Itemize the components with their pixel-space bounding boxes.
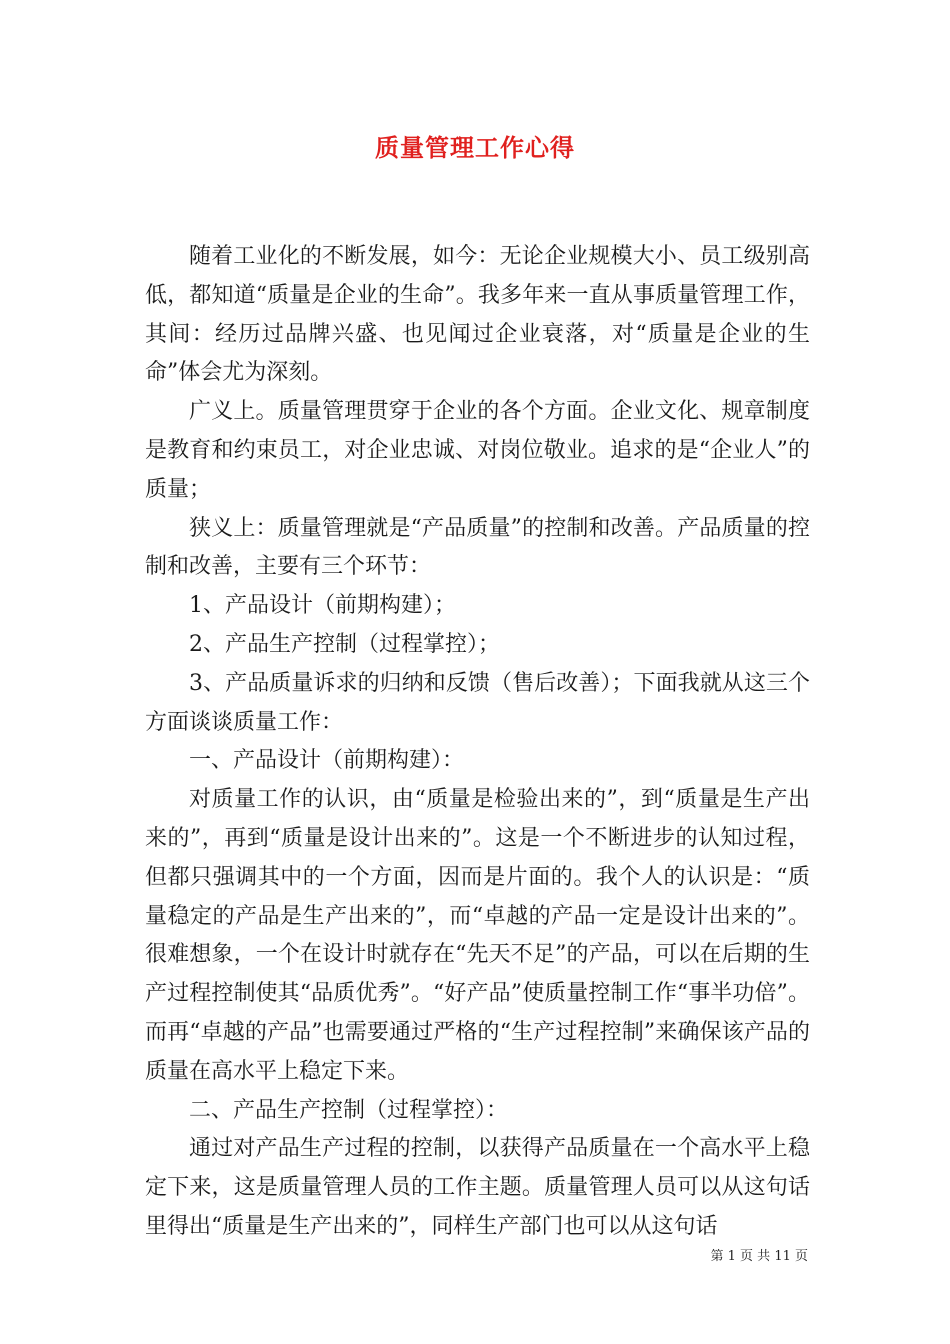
list-item-1: 1、产品设计（前期构建）； <box>189 593 456 619</box>
paragraph-design: 对质量工作的认识，由“质量是检验出来的”，到“质量是生产出来的”，再到“质量是设计出来的”。这是一个不断进步的认知过程，但都只强调其中的一个方面，因而是片面的。我个人的认识是：“质量稳定的产品是生产出来的”，而“卓越的产品一定是设计出来的”。很难想象，一个在设计时就存在“先天不足”的产品，可以在后期的生产过程控制使其“品质优秀”。“好产品”使质量控制工作“事半功倍”。而再“卓越的产品”也需要通过严格的“生产过程控制”来确保该产品的质量在高水平上稳定下来。 <box>145 787 810 1084</box>
document-title: 质量管理工作心得 <box>375 133 575 162</box>
document-body <box>145 238 810 1247</box>
paragraph-production: 通过对产品生产过程的控制，以获得产品质量在一个高水平上稳定下来，这是质量管理人员的工作主题。质量管理人员可以从这句话里得出“质量是生产出来的”，同样生产部门也可以从这句话 <box>145 1136 810 1239</box>
page-footer: 第 1 页 共 11 页 <box>710 1249 808 1264</box>
section-heading-1: 一、产品设计（前期构建）： <box>189 748 465 774</box>
paragraph-broad-sense: 广义上。质量管理贯穿于企业的各个方面。企业文化、规章制度是教育和约束员工，对企业忠诚、对岗位敬业。追求的是“企业人”的质量； <box>145 399 810 502</box>
section-heading-2: 二、产品生产控制（过程掌控）： <box>189 1097 509 1123</box>
paragraph-narrow-sense: 狭义上：质量管理就是“产品质量”的控制和改善。产品质量的控制和改善，主要有三个环节： <box>145 515 810 580</box>
list-item-2: 2、产品生产控制（过程掌控）； <box>189 631 500 657</box>
paragraph-intro: 随着工业化的不断发展，如今：无论企业规模大小、员工级别高低，都知道“质量是企业的生命”。我多年来一直从事质量管理工作，其间：经历过品牌兴盛、也见闻过企业衰落，对“质量是企业的生命”体会尤为深刻。 <box>145 244 810 386</box>
list-item-3: 3、产品质量诉求的归纳和反馈（售后改善）；下面我就从这三个方面谈谈质量工作： <box>145 670 810 735</box>
